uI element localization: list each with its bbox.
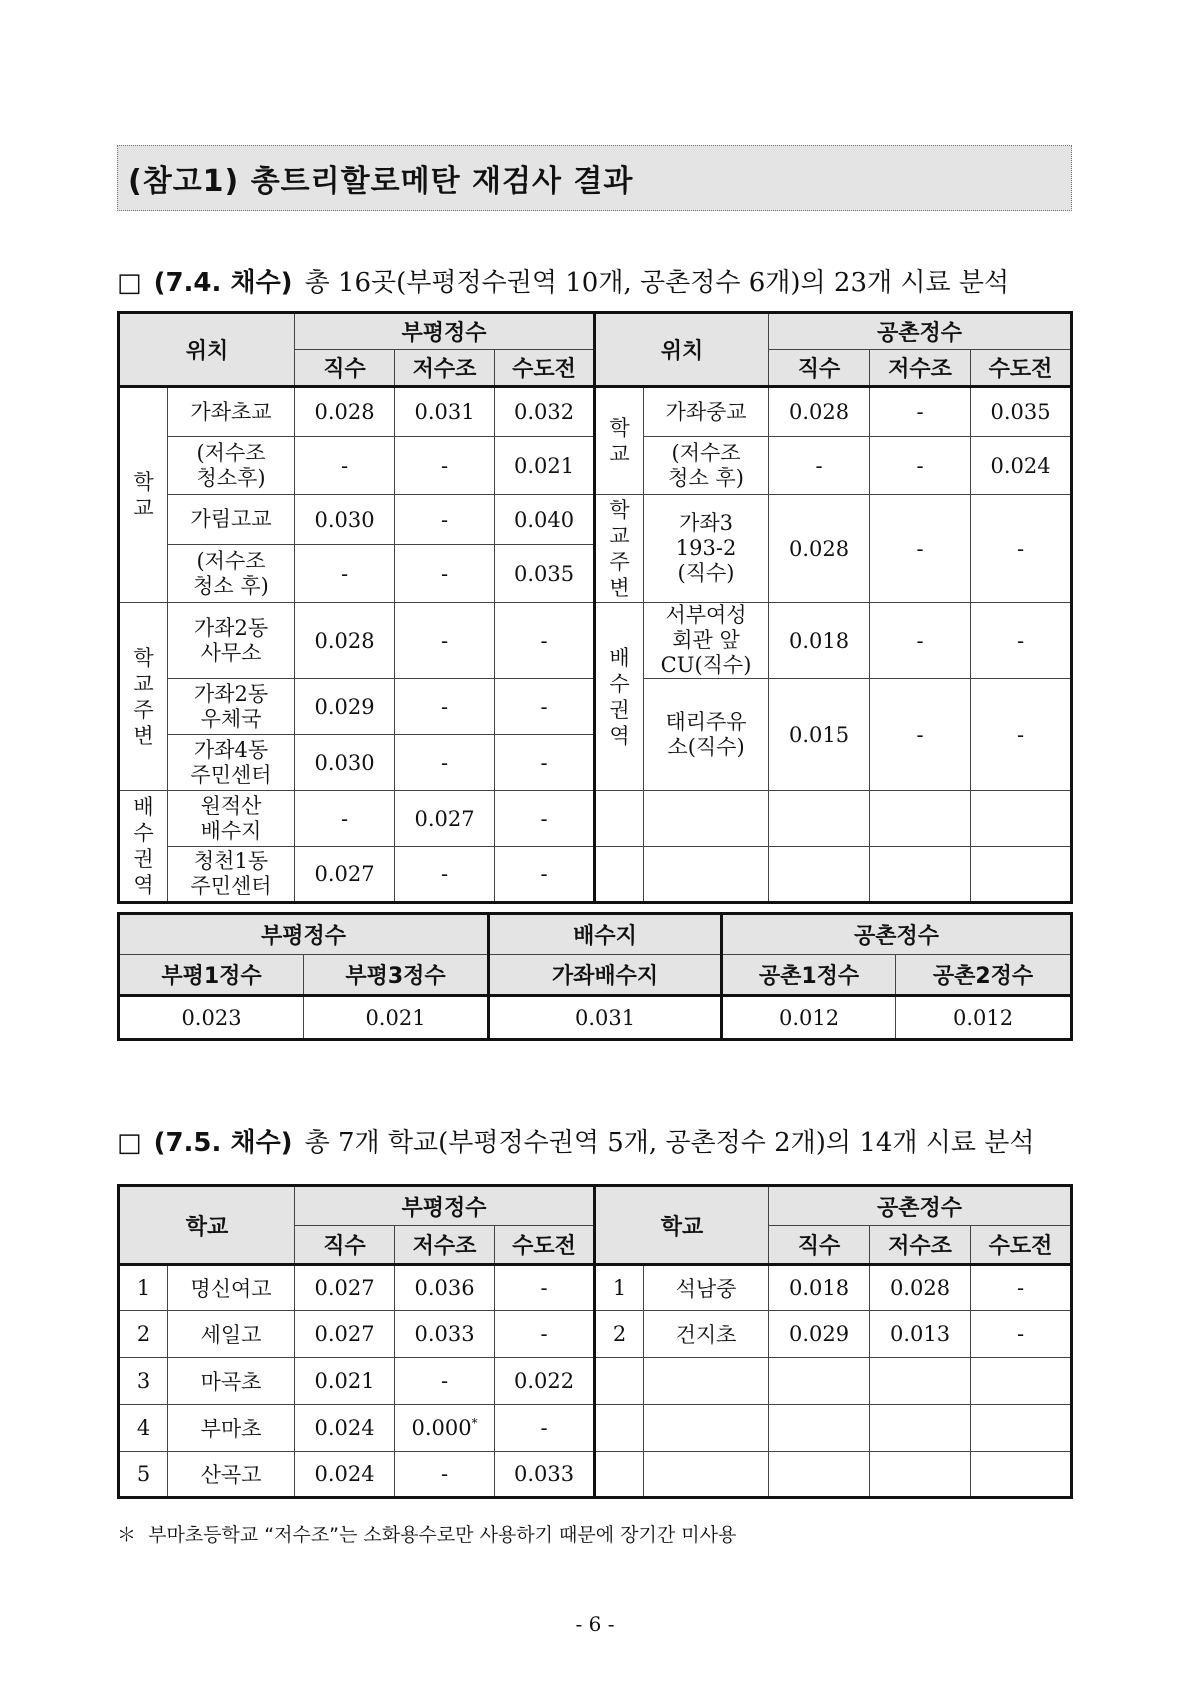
empty-cell bbox=[769, 1452, 870, 1498]
value-cell: 0.024 bbox=[295, 1452, 395, 1498]
empty-cell bbox=[769, 1358, 870, 1405]
empty-cell bbox=[769, 791, 870, 847]
header-tap: 수도전 bbox=[495, 350, 595, 387]
value-cell: 0.027 bbox=[295, 1265, 395, 1311]
value-cell: - bbox=[870, 603, 971, 679]
group-school: 학 교 bbox=[595, 387, 644, 495]
value-cell: 0.018 bbox=[769, 1265, 870, 1311]
value-cell: 0.027 bbox=[395, 791, 495, 847]
value-cell: 0.013 bbox=[870, 1311, 971, 1358]
value-cell: 0.035 bbox=[495, 545, 595, 603]
header-gongchon: 공촌정수 bbox=[769, 313, 1072, 350]
group-school-around: 학 교 주 변 bbox=[119, 603, 168, 791]
header-tank: 저수조 bbox=[870, 1226, 971, 1265]
value-cell: - bbox=[870, 387, 971, 437]
value-cell: 0.036 bbox=[395, 1265, 495, 1311]
value-cell: 0.030 bbox=[295, 495, 395, 545]
school-name: 부마초 bbox=[168, 1405, 295, 1452]
value-cell: 0.033 bbox=[495, 1452, 595, 1498]
location-name: 청천1동 주민센터 bbox=[168, 847, 295, 903]
header-location: 위치 bbox=[119, 313, 295, 387]
value-cell: - bbox=[495, 1265, 595, 1311]
location-name: (저수조 청소 후) bbox=[644, 437, 769, 495]
header-tank: 저수조 bbox=[395, 350, 495, 387]
tank-value: 0.000 bbox=[411, 1416, 472, 1440]
location-name: 원적산 배수지 bbox=[168, 791, 295, 847]
empty-cell bbox=[971, 1452, 1072, 1498]
header-tank: 저수조 bbox=[395, 1226, 495, 1265]
value-cell: 0.028 bbox=[295, 603, 395, 679]
header-tap: 수도전 bbox=[971, 1226, 1072, 1265]
summary-header: 공촌2정수 bbox=[896, 955, 1072, 996]
value-cell: - bbox=[495, 1311, 595, 1358]
location-name: 가좌4동 주민센터 bbox=[168, 735, 295, 791]
value-cell: 0.031 bbox=[395, 387, 495, 437]
row-number: 2 bbox=[119, 1311, 168, 1358]
table-7-4 bbox=[117, 311, 1073, 904]
value-cell: - bbox=[971, 495, 1072, 603]
value-cell: 0.018 bbox=[769, 603, 870, 679]
footnote-mark: ＊ bbox=[117, 1524, 137, 1546]
header-tank: 저수조 bbox=[870, 350, 971, 387]
summary-header: 가좌배수지 bbox=[489, 955, 722, 996]
location-name: 가좌2동 사무소 bbox=[168, 603, 295, 679]
value-cell: 0.029 bbox=[769, 1311, 870, 1358]
section1-text: 총 16곳(부평정수권역 10개, 공촌정수 6개)의 23개 시료 분석 bbox=[304, 268, 1010, 298]
value-cell: - bbox=[870, 437, 971, 495]
summary-group-gongchon: 공촌정수 bbox=[722, 914, 1072, 955]
section2-text: 총 7개 학교(부평정수권역 5개, 공촌정수 2개)의 14개 시료 분석 bbox=[304, 1128, 1035, 1158]
location-name: 태리주유 소(직수) bbox=[644, 679, 769, 791]
header-direct: 직수 bbox=[769, 1226, 870, 1265]
value-cell: - bbox=[495, 679, 595, 735]
value-cell: - bbox=[495, 791, 595, 847]
location-name: (저수조 청소후) bbox=[168, 437, 295, 495]
school-name: 마곡초 bbox=[168, 1358, 295, 1405]
row-number: 4 bbox=[119, 1405, 168, 1452]
value-cell bbox=[395, 1405, 495, 1452]
value-cell: 0.022 bbox=[495, 1358, 595, 1405]
empty-cell bbox=[971, 1358, 1072, 1405]
footnote bbox=[117, 1520, 736, 1547]
empty-cell bbox=[870, 1405, 971, 1452]
section1-heading bbox=[117, 262, 1009, 299]
value-cell: - bbox=[870, 495, 971, 603]
header-direct: 직수 bbox=[295, 350, 395, 387]
empty-cell bbox=[595, 791, 644, 847]
location-name: (저수조 청소 후) bbox=[168, 545, 295, 603]
value-cell: 0.021 bbox=[295, 1358, 395, 1405]
summary-header: 부평1정수 bbox=[119, 955, 304, 996]
value-cell: - bbox=[395, 437, 495, 495]
value-cell: - bbox=[971, 679, 1072, 791]
empty-cell bbox=[769, 847, 870, 903]
page-number: - 6 - bbox=[575, 1612, 615, 1636]
value-cell: - bbox=[769, 437, 870, 495]
empty-cell bbox=[644, 1452, 769, 1498]
summary-table bbox=[117, 912, 1073, 1041]
empty-cell bbox=[595, 847, 644, 903]
value-cell: - bbox=[395, 1358, 495, 1405]
empty-cell bbox=[971, 791, 1072, 847]
header-direct: 직수 bbox=[769, 350, 870, 387]
location-name: 가좌2동 우체국 bbox=[168, 679, 295, 735]
summary-group-reservoir: 배수지 bbox=[489, 914, 722, 955]
value-cell: 0.027 bbox=[295, 1311, 395, 1358]
value-cell: 0.015 bbox=[769, 679, 870, 791]
page-title: (참고1) 총트리할로메탄 재검사 결과 bbox=[117, 145, 1072, 211]
summary-value: 0.012 bbox=[722, 996, 896, 1040]
school-name: 세일고 bbox=[168, 1311, 295, 1358]
value-cell: - bbox=[395, 545, 495, 603]
value-cell: 0.028 bbox=[769, 495, 870, 603]
section2-label: (7.5. 채수) bbox=[153, 1128, 293, 1158]
empty-cell bbox=[870, 791, 971, 847]
summary-group-bupyeong: 부평정수 bbox=[119, 914, 489, 955]
value-cell: 0.028 bbox=[870, 1265, 971, 1311]
value-cell: - bbox=[971, 603, 1072, 679]
location-name: 서부여성 회관 앞 CU(직수) bbox=[644, 603, 769, 679]
value-cell: - bbox=[295, 437, 395, 495]
summary-value: 0.031 bbox=[489, 996, 722, 1040]
location-name: 가좌3 193-2 (직수) bbox=[644, 495, 769, 603]
empty-cell bbox=[769, 1405, 870, 1452]
header-tap: 수도전 bbox=[971, 350, 1072, 387]
value-cell: - bbox=[295, 545, 395, 603]
value-cell: - bbox=[495, 847, 595, 903]
value-cell: 0.032 bbox=[495, 387, 595, 437]
header-school: 학교 bbox=[119, 1186, 295, 1265]
footnote-marker: * bbox=[471, 1416, 478, 1430]
checkbox-icon: □ bbox=[117, 1128, 142, 1158]
school-name: 산곡고 bbox=[168, 1452, 295, 1498]
row-number: 2 bbox=[595, 1311, 644, 1358]
row-number: 5 bbox=[119, 1452, 168, 1498]
value-cell: 0.028 bbox=[295, 387, 395, 437]
value-cell: - bbox=[395, 1452, 495, 1498]
group-school: 학 교 bbox=[119, 387, 168, 603]
value-cell: 0.021 bbox=[495, 437, 595, 495]
location-name: 가림고교 bbox=[168, 495, 295, 545]
table-7-5 bbox=[117, 1184, 1073, 1499]
row-number: 1 bbox=[119, 1265, 168, 1311]
summary-value: 0.021 bbox=[304, 996, 489, 1040]
group-school-around: 학 교 주 변 bbox=[595, 495, 644, 603]
summary-header: 공촌1정수 bbox=[722, 955, 896, 996]
value-cell: - bbox=[295, 791, 395, 847]
value-cell: - bbox=[971, 1265, 1072, 1311]
school-name: 석남중 bbox=[644, 1265, 769, 1311]
section2-heading bbox=[117, 1122, 1035, 1159]
group-supply-area: 배 수 권 역 bbox=[595, 603, 644, 791]
value-cell: 0.033 bbox=[395, 1311, 495, 1358]
empty-cell bbox=[644, 1405, 769, 1452]
empty-cell bbox=[870, 1452, 971, 1498]
value-cell: 0.035 bbox=[971, 387, 1072, 437]
school-name: 건지초 bbox=[644, 1311, 769, 1358]
row-number: 1 bbox=[595, 1265, 644, 1311]
empty-cell bbox=[595, 1405, 644, 1452]
school-name: 명신여고 bbox=[168, 1265, 295, 1311]
value-cell: 0.028 bbox=[769, 387, 870, 437]
header-location: 위치 bbox=[595, 313, 769, 387]
group-supply-area: 배 수 권 역 bbox=[119, 791, 168, 903]
empty-cell bbox=[644, 791, 769, 847]
empty-cell bbox=[870, 1358, 971, 1405]
header-school: 학교 bbox=[595, 1186, 769, 1265]
value-cell: - bbox=[395, 735, 495, 791]
value-cell: - bbox=[395, 847, 495, 903]
empty-cell bbox=[595, 1452, 644, 1498]
header-gongchon: 공촌정수 bbox=[769, 1186, 1072, 1226]
header-tap: 수도전 bbox=[495, 1226, 595, 1265]
value-cell: - bbox=[395, 495, 495, 545]
value-cell: 0.027 bbox=[295, 847, 395, 903]
value-cell: - bbox=[971, 1311, 1072, 1358]
empty-cell bbox=[595, 1358, 644, 1405]
empty-cell bbox=[644, 847, 769, 903]
summary-header: 부평3정수 bbox=[304, 955, 489, 996]
empty-cell bbox=[971, 1405, 1072, 1452]
row-number: 3 bbox=[119, 1358, 168, 1405]
summary-value: 0.023 bbox=[119, 996, 304, 1040]
value-cell: - bbox=[495, 603, 595, 679]
value-cell: 0.030 bbox=[295, 735, 395, 791]
summary-value: 0.012 bbox=[896, 996, 1072, 1040]
value-cell: - bbox=[870, 679, 971, 791]
value-cell: - bbox=[395, 603, 495, 679]
checkbox-icon: □ bbox=[117, 268, 142, 298]
location-name: 가좌중교 bbox=[644, 387, 769, 437]
footnote-text: 부마초등학교 “저수조”는 소화용수로만 사용하기 때문에 장기간 미사용 bbox=[148, 1524, 737, 1546]
value-cell: 0.029 bbox=[295, 679, 395, 735]
value-cell: - bbox=[495, 1405, 595, 1452]
header-direct: 직수 bbox=[295, 1226, 395, 1265]
section1-label: (7.4. 채수) bbox=[153, 268, 293, 298]
value-cell: 0.024 bbox=[971, 437, 1072, 495]
value-cell: 0.040 bbox=[495, 495, 595, 545]
value-cell: - bbox=[395, 679, 495, 735]
empty-cell bbox=[870, 847, 971, 903]
header-bupyeong: 부평정수 bbox=[295, 1186, 595, 1226]
value-cell: - bbox=[495, 735, 595, 791]
empty-cell bbox=[644, 1358, 769, 1405]
header-bupyeong: 부평정수 bbox=[295, 313, 595, 350]
value-cell: 0.024 bbox=[295, 1405, 395, 1452]
location-name: 가좌초교 bbox=[168, 387, 295, 437]
empty-cell bbox=[971, 847, 1072, 903]
